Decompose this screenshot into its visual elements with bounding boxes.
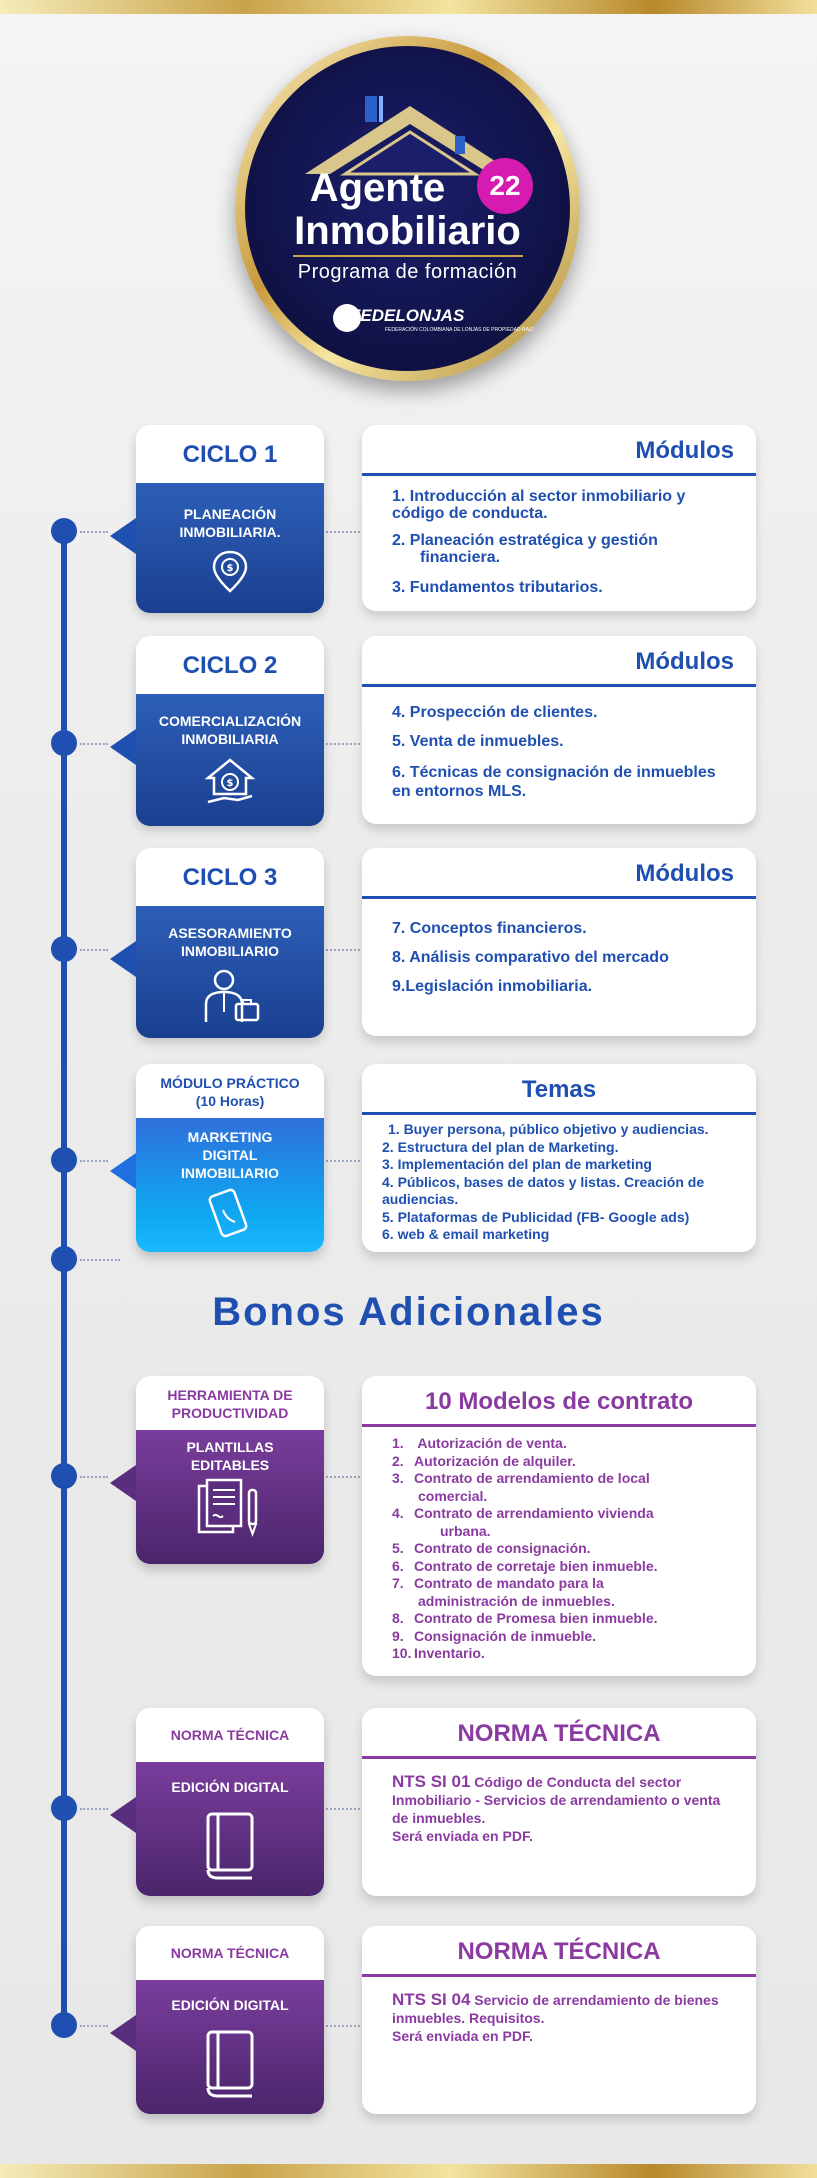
- norma-text: Servicio de arrendamiento de bienes inmuebles. Requisitos.: [392, 1992, 719, 2026]
- module-item: 1. Introducción al sector inmobiliario y código de conducta.: [392, 488, 686, 522]
- topics-heading: Temas: [521, 1076, 597, 1103]
- modules-card-3: [362, 848, 756, 1036]
- topic-item: 6. web & email marketing: [382, 1226, 550, 1242]
- practical-hours: (10 Horas): [195, 1093, 265, 1109]
- contract-models-card: [362, 1376, 756, 1676]
- practical-body: [136, 1118, 324, 1252]
- cycle-title: CICLO 2: [136, 636, 324, 694]
- contract-item: urbana.: [440, 1522, 491, 1539]
- norma-detail-card-2: [362, 1926, 756, 2114]
- norma-card-title: NORMA TÉCNICA: [136, 1708, 324, 1762]
- logo-divider: [293, 255, 523, 257]
- module-item: 5. Venta de inmuebles.: [392, 733, 564, 750]
- advisor-icon: [200, 968, 260, 1024]
- contract-item: 10. Inventario.: [392, 1645, 485, 1661]
- contract-item: 5. Contrato de consignación.: [392, 1540, 591, 1556]
- contract-item: 6. Contrato de corretaje bien inmueble.: [392, 1557, 658, 1574]
- practical-title-text: MÓDULO PRÁCTICO: [160, 1075, 300, 1091]
- norma-card-title: NORMA TÉCNICA: [136, 1926, 324, 1980]
- contract-list: [362, 1427, 756, 1673]
- timeline-dot: [51, 936, 77, 962]
- logo-agente: Agente: [309, 166, 446, 210]
- org-subtitle: FEDERACIÓN COLOMBIANA DE LONJAS DE PROPIEDAD RAÍZ: [385, 327, 534, 333]
- org-name: FEDELONJAS: [350, 306, 465, 325]
- contract-item: administración de inmuebles.: [418, 1592, 615, 1609]
- timeline-dot: [51, 518, 77, 544]
- connector-dots: [326, 1808, 360, 1810]
- norma-card-body: [136, 1762, 324, 1896]
- contract-item: 3. Contrato de arrendamiento de local: [392, 1470, 650, 1486]
- connector-dots: [80, 1808, 108, 1810]
- contract-item: comercial.: [418, 1487, 488, 1504]
- contract-models-heading: 10 Modelos de contrato: [424, 1388, 694, 1415]
- topic-item: 4. Públicos, bases de datos y listas. Creación de audiencias.: [382, 1173, 705, 1207]
- pointer-arrow: [110, 1797, 136, 1833]
- connector-dots: [326, 949, 360, 951]
- norma-card-2: [136, 1926, 324, 2114]
- logo-subtitle: Programa de formación: [297, 261, 518, 283]
- modules-list: [362, 687, 756, 819]
- timeline-dot: [51, 2012, 77, 2038]
- bonus-card-label: PLANTILLAS EDITABLES: [186, 1439, 274, 1473]
- house-roof-icon: [305, 96, 515, 176]
- norma-card-label: EDICIÓN DIGITAL: [171, 1779, 289, 1795]
- module-item: 7. Conceptos financieros.: [392, 920, 587, 937]
- svg-text:$: $: [226, 563, 234, 574]
- logo-inmobiliario: Inmobiliario: [294, 209, 521, 253]
- program-logo: [235, 36, 580, 381]
- practical-label: MARKETING DIGITAL INMOBILIARIO: [181, 1129, 279, 1181]
- contract-item: 4. Contrato de arrendamiento vivienda: [392, 1505, 654, 1521]
- pointer-arrow: [110, 941, 136, 977]
- cycle-card-2: [136, 636, 324, 824]
- modules-list: [362, 476, 756, 615]
- connector-dots: [80, 1259, 120, 1261]
- book-icon: [202, 1810, 258, 1880]
- connector-dots: [80, 1160, 108, 1162]
- pointer-arrow: [110, 729, 136, 765]
- norma-card-body: [136, 1980, 324, 2114]
- norma-description: [362, 1977, 756, 2061]
- norma-heading: NORMA TÉCNICA: [457, 1938, 661, 1965]
- norma-code: NTS SI 04: [392, 1990, 471, 2009]
- modules-heading: Módulos: [635, 648, 734, 675]
- connector-dots: [80, 1476, 108, 1478]
- book-icon: [202, 2028, 258, 2098]
- cycle-body: [136, 694, 324, 826]
- timeline-dot: [51, 1147, 77, 1173]
- cycle-label: PLANEACIÓN INMOBILIARIA.: [179, 506, 281, 540]
- bonus-card-title: HERRAMIENTA DE PRODUCTIVIDAD: [136, 1376, 324, 1430]
- modules-heading: Módulos: [635, 437, 734, 464]
- bonus-section-title: Bonos Adicionales: [212, 1290, 605, 1334]
- topics-card: [362, 1064, 756, 1252]
- cycle-label: COMERCIALIZACIÓN INMOBILIARIA: [158, 713, 302, 747]
- cycle-title: CICLO 1: [136, 425, 324, 483]
- norma-heading: NORMA TÉCNICA: [457, 1720, 661, 1747]
- module-item: 4. Prospección de clientes.: [392, 704, 598, 721]
- topic-item: 2. Estructura del plan de Marketing.: [382, 1138, 619, 1155]
- bottom-gold-bar: [0, 2164, 817, 2178]
- house-money-icon: [204, 756, 256, 808]
- module-item: 9.Legislación inmobiliaria.: [392, 978, 593, 995]
- modules-heading: Módulos: [635, 860, 734, 887]
- norma-card-label: EDICIÓN DIGITAL: [171, 1997, 289, 2013]
- cycle-label: ASESORAMIENTO INMOBILIARIO: [168, 925, 292, 959]
- pointer-arrow: [110, 1153, 136, 1189]
- norma-code: NTS SI 01: [392, 1772, 471, 1791]
- contract-item: 9. Consignación de inmueble.: [392, 1627, 597, 1644]
- topics-list: [362, 1115, 756, 1252]
- norma-card-1: [136, 1708, 324, 1896]
- module-item: 6. Técnicas de consignación de inmuebles en entornos MLS.: [392, 764, 716, 800]
- connector-dots: [80, 531, 108, 533]
- top-gold-bar: [0, 0, 817, 14]
- connector-dots: [326, 1160, 360, 1162]
- pointer-arrow: [110, 1465, 136, 1501]
- cycle-card-1: [136, 425, 324, 611]
- cycle-card-3: [136, 848, 324, 1036]
- connector-dots: [326, 1476, 360, 1478]
- module-item: 3. Fundamentos tributarios.: [392, 579, 603, 596]
- bonus-templates-card: [136, 1376, 324, 1564]
- modules-card-1: [362, 425, 756, 611]
- phone-icon: [207, 1188, 253, 1238]
- pointer-arrow: [110, 518, 136, 554]
- documents-pen-icon: [193, 1478, 267, 1542]
- connector-dots: [326, 743, 360, 745]
- connector-dots: [80, 743, 108, 745]
- contract-item: 2. Autorización de alquiler.: [392, 1452, 576, 1469]
- norma-text: Código de Conducta del sector Inmobiliario - Servicios de arrendamiento o venta de inmuebles.: [392, 1774, 721, 1826]
- module-item: financiera.: [420, 549, 501, 566]
- contract-item: 1. Autorización de venta.: [392, 1435, 567, 1451]
- cycle-body: [136, 906, 324, 1038]
- topic-item: 1. Buyer persona, público objetivo y audiencias.: [388, 1121, 709, 1137]
- bonus-card-body: [136, 1430, 324, 1564]
- norma-detail-card-1: [362, 1708, 756, 1896]
- timeline-dot: [51, 1246, 77, 1272]
- cycle-title: CICLO 3: [136, 848, 324, 906]
- modules-card-2: [362, 636, 756, 824]
- connector-dots: [326, 2025, 360, 2027]
- connector-dots: [80, 2025, 108, 2027]
- modules-list: [362, 899, 756, 1014]
- module-item: 8. Análisis comparativo del mercado: [392, 949, 669, 966]
- timeline-dot: [51, 1795, 77, 1821]
- norma-description: [362, 1759, 756, 1861]
- timeline-dot: [51, 1463, 77, 1489]
- practical-module-card: [136, 1064, 324, 1252]
- module-item: 2. Planeación estratégica y gestión: [392, 532, 658, 549]
- topic-item: 5. Plataformas de Publicidad (FB- Google ads): [382, 1208, 690, 1225]
- timeline-dot: [51, 730, 77, 756]
- edition-badge: 22: [477, 158, 533, 214]
- topic-item: 3. Implementación del plan de marketing: [382, 1156, 652, 1172]
- contract-item: 7. Contrato de mandato para la: [392, 1575, 604, 1591]
- connector-dots: [326, 531, 360, 533]
- cycle-body: [136, 483, 324, 613]
- norma-note: Será enviada en PDF.: [392, 1828, 533, 1844]
- contract-item: 8. Contrato de Promesa bien inmueble.: [392, 1610, 658, 1626]
- practical-title: [136, 1064, 324, 1118]
- norma-note: Será enviada en PDF.: [392, 2028, 533, 2044]
- location-pin-icon: [207, 549, 253, 595]
- svg-text:$: $: [226, 778, 234, 789]
- pointer-arrow: [110, 2015, 136, 2051]
- connector-dots: [80, 949, 108, 951]
